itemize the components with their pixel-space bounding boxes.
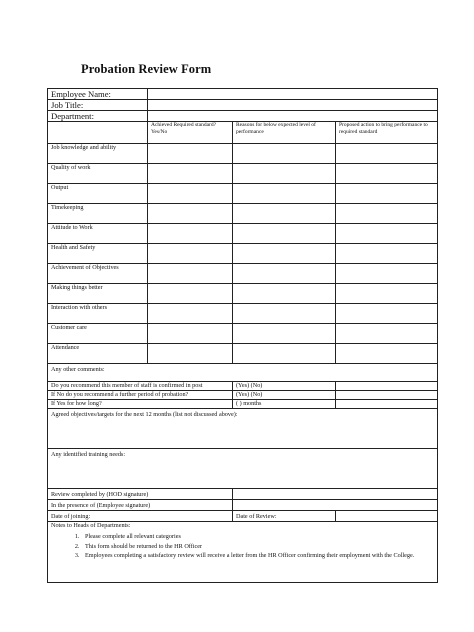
action-cell[interactable]	[336, 264, 438, 284]
agreed-objectives-label: Agreed objectives/targets for the next 12 months (list not discussed above):	[51, 411, 238, 418]
employee-name-row	[48, 89, 438, 100]
action-cell[interactable]	[336, 204, 438, 224]
how-long-question: If Yes for how long?	[48, 400, 233, 409]
reasons-cell[interactable]	[233, 144, 336, 164]
other-comments-field[interactable]	[48, 364, 438, 382]
extend-yes-no[interactable]: (Yes) (No)	[233, 391, 336, 400]
review-completed-signature[interactable]	[233, 489, 438, 500]
reasons-cell[interactable]	[233, 344, 336, 364]
criteria-row	[48, 224, 438, 244]
action-cell[interactable]	[336, 244, 438, 264]
achieved-cell[interactable]	[148, 204, 233, 224]
achieved-cell[interactable]	[148, 324, 233, 344]
action-cell[interactable]	[336, 184, 438, 204]
job-title-row	[48, 100, 438, 111]
presence-of-row	[48, 500, 438, 511]
confirm-blank	[336, 382, 438, 391]
how-long-row	[48, 400, 438, 409]
note-item: 3. Employees completing a satisfactory review will receive a letter from the HR Officer confirming their employment with the College.	[81, 552, 434, 560]
achieved-cell[interactable]	[148, 264, 233, 284]
achieved-cell[interactable]	[148, 304, 233, 324]
achieved-cell[interactable]	[148, 224, 233, 244]
achieved-cell[interactable]	[148, 164, 233, 184]
criteria-header-blank	[48, 122, 148, 144]
action-cell[interactable]	[336, 284, 438, 304]
dates-row	[48, 511, 438, 522]
criteria-row	[48, 304, 438, 324]
criteria-row	[48, 184, 438, 204]
confirm-row	[48, 382, 438, 391]
action-cell[interactable]	[336, 164, 438, 184]
criteria-label: Achievement of Objectives	[48, 264, 148, 284]
criteria-row	[48, 144, 438, 164]
criteria-row	[48, 264, 438, 284]
criteria-row	[48, 344, 438, 364]
achieved-cell[interactable]	[148, 344, 233, 364]
probation-review-table	[47, 88, 438, 583]
criteria-header-row	[48, 122, 438, 144]
other-comments-label: Any other comments:	[51, 366, 105, 373]
achieved-cell[interactable]	[148, 184, 233, 204]
criteria-label: Attitude to Work	[48, 224, 148, 244]
training-needs-row	[48, 449, 438, 489]
criteria-label: Interaction with others	[48, 304, 148, 324]
date-of-joining[interactable]	[48, 511, 233, 522]
training-needs-label: Any identified training needs:	[51, 451, 126, 458]
date-of-review[interactable]	[233, 511, 336, 522]
agreed-objectives-field[interactable]	[48, 409, 438, 449]
notes-list	[51, 533, 434, 560]
criteria-label: Output	[48, 184, 148, 204]
notes-cell	[48, 522, 438, 583]
action-cell[interactable]	[336, 304, 438, 324]
notes-row	[48, 522, 438, 583]
review-completed-label: Review completed by (HOD signature)	[48, 489, 233, 500]
reasons-cell[interactable]	[233, 304, 336, 324]
criteria-label: Attendance	[48, 344, 148, 364]
note-item: 2. This form should be returned to the HR Officer	[81, 543, 434, 551]
agreed-objectives-row	[48, 409, 438, 449]
criteria-label: Health and Safety	[48, 244, 148, 264]
criteria-row	[48, 204, 438, 224]
criteria-label: Quality of work	[48, 164, 148, 184]
job-title-field[interactable]	[148, 100, 438, 111]
employee-name-field[interactable]	[148, 89, 438, 100]
date-of-joining-label: Date of joining:	[51, 513, 91, 520]
department-label: Department:	[48, 111, 148, 122]
extend-row	[48, 391, 438, 400]
achieved-cell[interactable]	[148, 284, 233, 304]
confirm-question: Do you recommend this member of staff is confirmed in post	[48, 382, 233, 391]
col-header-achieved: Achieved Required standard? Yes/No	[148, 122, 233, 144]
reasons-cell[interactable]	[233, 204, 336, 224]
reasons-cell[interactable]	[233, 224, 336, 244]
form-title: Probation Review Form	[81, 62, 212, 76]
criteria-row	[48, 324, 438, 344]
criteria-row	[48, 244, 438, 264]
criteria-label: Timekeeping	[48, 204, 148, 224]
reasons-cell[interactable]	[233, 264, 336, 284]
employee-name-label: Employee Name:	[48, 89, 148, 100]
other-comments-row	[48, 364, 438, 382]
criteria-label: Customer care	[48, 324, 148, 344]
review-completed-row	[48, 489, 438, 500]
months-field[interactable]: ( ) months	[233, 400, 336, 409]
note-item: 1. Please complete all relevant categories	[81, 533, 434, 541]
col-header-proposed-action: Proposed action to bring performance to required standard	[336, 122, 438, 144]
action-cell[interactable]	[336, 324, 438, 344]
department-field[interactable]	[148, 111, 438, 122]
how-long-blank	[336, 400, 438, 409]
confirm-yes-no[interactable]: (Yes) (No)	[233, 382, 336, 391]
extend-blank	[336, 391, 438, 400]
presence-of-signature[interactable]	[233, 500, 438, 511]
reasons-cell[interactable]	[233, 164, 336, 184]
reasons-cell[interactable]	[233, 284, 336, 304]
criteria-row	[48, 164, 438, 184]
department-row	[48, 111, 438, 122]
job-title-label: Job Title:	[48, 100, 148, 111]
criteria-row	[48, 284, 438, 304]
achieved-cell[interactable]	[148, 244, 233, 264]
presence-of-label: In the presence of (Employee signature)	[48, 500, 233, 511]
date-of-review-label: Date of Review:	[236, 513, 277, 520]
notes-heading: Notes to Heads of Departments:	[51, 522, 131, 529]
criteria-label: Job knowledge and ability	[48, 144, 148, 164]
action-cell[interactable]	[336, 224, 438, 244]
extend-question: If No do you recommend a further period of probation?	[48, 391, 233, 400]
date-of-review-value[interactable]	[336, 511, 438, 522]
training-needs-field[interactable]	[48, 449, 438, 489]
criteria-label: Making things better	[48, 284, 148, 304]
reasons-cell[interactable]	[233, 184, 336, 204]
action-cell[interactable]	[336, 144, 438, 164]
action-cell[interactable]	[336, 344, 438, 364]
achieved-cell[interactable]	[148, 144, 233, 164]
reasons-cell[interactable]	[233, 244, 336, 264]
reasons-cell[interactable]	[233, 324, 336, 344]
col-header-reasons: Reasons for below expected level of performance	[233, 122, 336, 144]
